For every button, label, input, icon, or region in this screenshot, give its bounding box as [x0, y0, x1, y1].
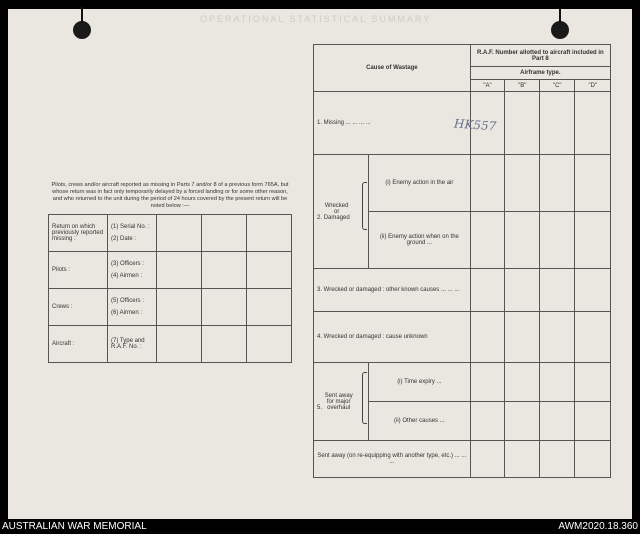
entry-cell	[540, 312, 575, 363]
footer-accession: AWM2020.18.360	[558, 521, 638, 532]
row-cause-unknown: 4. Wrecked or damaged : cause unknown	[314, 312, 471, 363]
type-a-header: "A"	[470, 80, 505, 92]
entry-cell	[505, 212, 540, 269]
entry-cell	[202, 289, 247, 326]
cause-header: Cause of Wastage	[314, 45, 471, 92]
entry-cell	[505, 363, 540, 402]
type-b-header: "B"	[505, 80, 540, 92]
entry-cell	[505, 155, 540, 212]
entry-cell	[470, 441, 505, 478]
entry-cell	[247, 215, 292, 252]
entry-cell	[575, 92, 611, 155]
group-label: Crews :	[49, 289, 108, 326]
entry-cell	[157, 326, 202, 363]
item-label	[108, 215, 157, 252]
item-label	[108, 252, 157, 289]
entry-cell	[575, 441, 611, 478]
row-label: Sent away for major overhaul	[324, 392, 353, 411]
group-label: Return on which previously reported missing :	[49, 215, 108, 252]
footer-credit: AUSTRALIAN WAR MEMORIAL	[2, 521, 147, 532]
item-label: (7) Type and R.A.F. No. :	[108, 326, 157, 363]
entry-cell	[505, 441, 540, 478]
punch-hole	[551, 21, 569, 39]
entry-cell	[540, 155, 575, 212]
entry-cell	[540, 441, 575, 478]
entry-cell	[575, 402, 611, 441]
entry-cell	[247, 326, 292, 363]
entry-cell	[470, 155, 505, 212]
group-label: Pilots :	[49, 252, 108, 289]
item-text: (1) Serial No. :	[111, 224, 150, 230]
row-number: 5.	[317, 404, 323, 411]
row-wrecked-ground: (ii) Enemy action when on the ground ...	[369, 212, 471, 269]
entry-cell	[540, 269, 575, 312]
entry-cell	[202, 252, 247, 289]
entry-cell	[505, 269, 540, 312]
entry-cell	[470, 212, 505, 269]
bleed-through-text: OPERATIONAL STATISTICAL SUMMARY	[200, 14, 432, 24]
entry-cell	[575, 212, 611, 269]
entry-cell	[505, 402, 540, 441]
row-time-expiry: (i) Time expiry ...	[369, 363, 471, 402]
entry-cell	[470, 312, 505, 363]
entry-cell	[540, 363, 575, 402]
entry-cell	[540, 212, 575, 269]
item-label	[108, 289, 157, 326]
row-wrecked-label	[314, 155, 369, 269]
airframe-header: Airframe type.	[470, 67, 610, 80]
brace-mark	[362, 182, 367, 230]
entry-cell	[575, 363, 611, 402]
entry-cell	[505, 312, 540, 363]
row-missing: 1. Missing ... ... ... ...	[314, 92, 471, 155]
item-text: (2) Date :	[111, 236, 137, 242]
row-other-overhaul: (ii) Other causes ...	[369, 402, 471, 441]
entry-cell	[157, 215, 202, 252]
handwritten-serial: HK557	[453, 116, 497, 134]
entry-cell	[540, 92, 575, 155]
group-label: Aircraft :	[49, 326, 108, 363]
entry-cell	[157, 289, 202, 326]
entry-cell	[575, 269, 611, 312]
row-sent-label	[314, 363, 369, 441]
entry-cell	[575, 312, 611, 363]
entry-cell	[540, 402, 575, 441]
brace-mark	[362, 372, 367, 424]
intro-paragraph: Pilots, crews and/or aircraft reported as missing in Parts 7 and/or 8 of a previous form 765A, but whose return was in fact only temporarily delayed by a forced landing or for some other reason, and who returned to the unit during the period of 24 hours covered by the present return will be noted below :—	[51, 182, 289, 209]
entry-cell	[202, 326, 247, 363]
entry-cell	[247, 289, 292, 326]
row-wrecked-air: (i) Enemy action in the air	[369, 155, 471, 212]
type-c-header: "C"	[540, 80, 575, 92]
item-text: (3) Officers :	[111, 261, 144, 267]
row-label: Wrecked or Damaged	[323, 202, 350, 221]
item-text: (4) Airmen :	[111, 273, 143, 279]
wastage-table	[313, 44, 611, 478]
row-other-causes: 3. Wrecked or damaged : other known causes ... ... ...	[314, 269, 471, 312]
entry-cell	[575, 155, 611, 212]
entry-cell	[470, 269, 505, 312]
row-re-equipping: Sent away (on re-equipping with another type, etc.) ... ... ...	[314, 441, 471, 478]
raf-header: R.A.F. Number allotted to aircraft included in Part 8	[470, 45, 610, 67]
entry-cell	[470, 402, 505, 441]
entry-cell	[247, 252, 292, 289]
row-number: 2.	[317, 214, 323, 221]
entry-cell	[202, 215, 247, 252]
punch-hole	[73, 21, 91, 39]
entry-cell	[157, 252, 202, 289]
type-d-header: "D"	[575, 80, 611, 92]
entry-cell	[505, 92, 540, 155]
item-text: (6) Airmen :	[111, 310, 143, 316]
item-text: (5) Officers :	[111, 298, 144, 304]
entry-cell	[470, 363, 505, 402]
returned-table	[48, 214, 292, 363]
